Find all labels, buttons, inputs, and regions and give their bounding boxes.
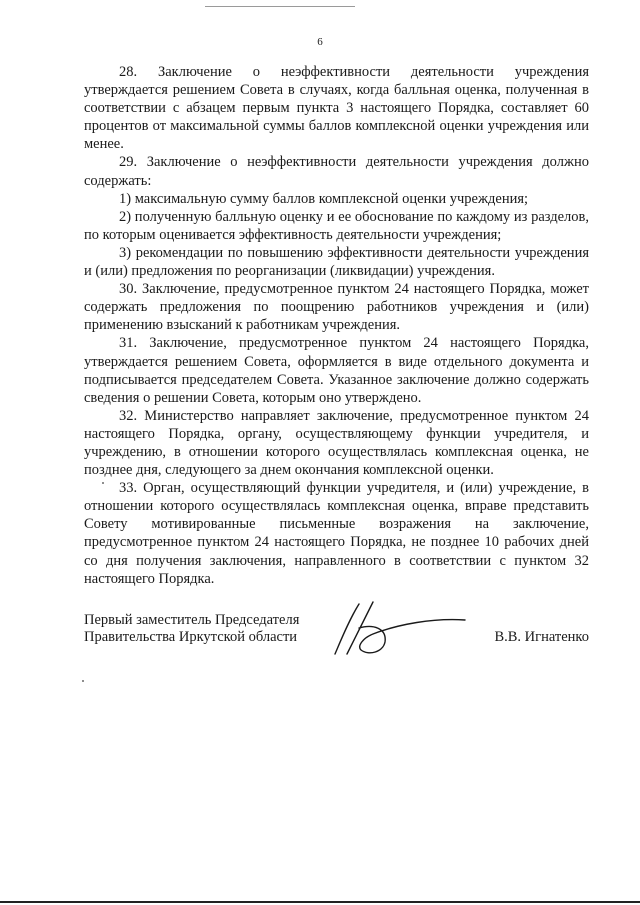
scan-speck bbox=[82, 680, 84, 682]
list-item-2: 2) полученную балльную оценку и ее обоснование по каждому из разделов, по которым оценивается эффективность деятельности учреждения; bbox=[84, 208, 589, 243]
list-item-3: 3) рекомендации по повышению эффективности деятельности учреждения и (или) предложения по реорганизации (ликвидации) учреждения. bbox=[84, 244, 589, 280]
header-rule bbox=[205, 6, 355, 7]
footer-rule bbox=[0, 901, 640, 903]
list-item-1: 1) максимальную сумму баллов комплексной оценки учреждения; bbox=[119, 190, 529, 207]
paragraph-28: 28. Заключение о неэффективности деятельности учреждения утверждается решением Совета в случаях, когда балльная оценка, полученная в соответствии с абзацем первым пункта 3 настоящего Порядка, составляет 60 процентов от максимальной суммы баллов комплексной оценки учреждения или менее. bbox=[84, 64, 589, 153]
scan-speck bbox=[102, 482, 104, 484]
paragraph-32: 32. Министерство направляет заключение, предусмотренное пунктом 24 настоящего Порядка, органу, осуществляющему функции учредителя, и учреждению, в отношении которого осуществлялась комплексная оценка, не позднее дня, следующего за днем окончания комплексной оценки. bbox=[84, 407, 589, 479]
signature-block bbox=[84, 612, 589, 662]
signatory-title bbox=[84, 612, 299, 646]
document-body bbox=[84, 63, 589, 588]
paragraph-29: 29. Заключение о неэффективности деятельности учреждения должно содержать: bbox=[84, 154, 589, 189]
signatory-title-line-2: Правительства Иркутской области bbox=[84, 629, 298, 645]
paragraph-30: 30. Заключение, предусмотренное пунктом 24 настоящего Порядка, может содержать предложения по поощрению работников учреждения и (или) применению взысканий к работникам учреждения. bbox=[84, 281, 589, 334]
paragraph-33: 33. Орган, осуществляющий функции учредителя, и (или) учреждение, в отношении которого осуществлялась комплексная оценка, вправе представить Совету мотивированные письменные возражения на заключение, предусмотренное пунктом 24 настоящего Порядка, не позднее 10 рабочих дней со дня получения заключения, направленного в соответствии с пунктом 32 настоящего Порядка. bbox=[84, 480, 589, 587]
signatory-name: В.В. Игнатенко bbox=[494, 629, 589, 645]
signatory-title-line-1: Первый заместитель Председателя bbox=[84, 612, 300, 628]
paragraph-31: 31. Заключение, предусмотренное пунктом 24 настоящего Порядка, утверждается решением Совета, оформляется в виде отдельного документа и подписывается председателем Совета. Указанное заключение должно содержать сведения о решении Совета, которым оно утверждено. bbox=[84, 335, 589, 406]
handwritten-signature bbox=[329, 598, 469, 658]
page-number: 6 bbox=[317, 36, 323, 48]
